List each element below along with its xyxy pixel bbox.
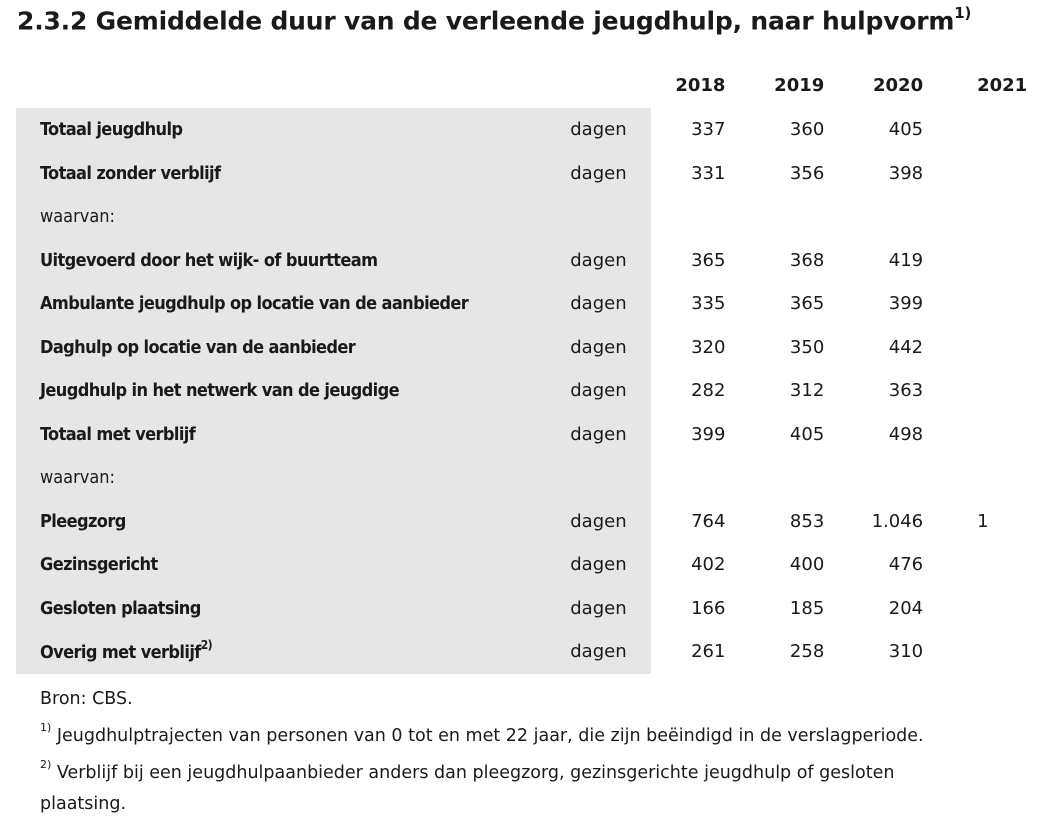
value-cell-2021	[947, 152, 1046, 196]
row-unit: dagen	[541, 326, 650, 370]
row-unit	[541, 456, 650, 500]
table-row	[16, 543, 1046, 587]
value-cell-2018: 282	[691, 380, 726, 402]
row-label-text: Gesloten plaatsing	[40, 597, 201, 619]
row-label-footnote-mark: 2)	[200, 638, 212, 653]
column-header-2018: 2018	[651, 62, 750, 108]
value-cell-2020: 363	[888, 380, 924, 402]
row-label	[16, 543, 541, 587]
value-cell-2020: 442	[888, 336, 924, 358]
row-label	[16, 630, 541, 674]
value-cell-2021	[947, 587, 1046, 631]
table-row	[16, 587, 1046, 631]
row-unit: dagen	[541, 500, 650, 544]
value-cell-2019	[749, 456, 848, 500]
value-cell-2018: 402	[691, 554, 726, 576]
row-label-text: Overig met verblijf	[40, 642, 201, 664]
row-unit: dagen	[541, 587, 650, 631]
value-cell-2021	[947, 543, 1046, 587]
row-label	[16, 456, 541, 500]
row-label	[16, 195, 541, 239]
row-unit: dagen	[541, 282, 650, 326]
value-cell-2018: 166	[691, 597, 726, 619]
column-header-2021: 2021	[947, 62, 1046, 108]
row-label-text: Ambulante jeugdhulp op locatie van de aanbieder	[40, 293, 469, 315]
row-label-text: Pleegzorg	[40, 510, 126, 532]
value-cell-2018: 320	[691, 336, 726, 358]
value-cell-2018: 337	[691, 119, 726, 141]
footnote-1-mark: 1)	[40, 721, 52, 734]
value-cell-2019: 365	[789, 293, 825, 315]
value-cell-2020	[848, 195, 947, 239]
value-cell-2018: 331	[691, 162, 726, 184]
value-cell-2020: 398	[888, 162, 924, 184]
value-cell-2020: 405	[888, 119, 924, 141]
value-cell-2021	[947, 282, 1046, 326]
value-cell-2020	[848, 456, 947, 500]
row-label-text: Jeugdhulp in het netwerk van de jeugdige	[40, 380, 399, 402]
row-label	[16, 152, 541, 196]
row-label-text: Uitgevoerd door het wijk- of buurtteam	[40, 249, 378, 271]
value-cell-2020: 204	[888, 597, 924, 619]
footnote-2-text: Verblijf bij een jeugdhulpaanbieder anders dan pleegzorg, gezinsgerichte jeugdhulp of gesloten plaatsing.	[40, 762, 895, 814]
column-header-2020: 2020	[848, 62, 947, 108]
value-cell-2021	[947, 369, 1046, 413]
row-label-text: Totaal jeugdhulp	[40, 119, 183, 141]
table-row	[16, 326, 1046, 370]
table-row	[16, 239, 1046, 283]
table-row	[16, 195, 1046, 239]
value-cell-2020: 476	[888, 554, 924, 576]
row-label	[16, 239, 541, 283]
row-unit: dagen	[541, 369, 650, 413]
value-cell-2021	[947, 239, 1046, 283]
value-cell-2018: 399	[691, 423, 726, 445]
table-row	[16, 500, 1046, 544]
value-cell-2018	[651, 456, 750, 500]
row-label	[16, 500, 541, 544]
row-unit: dagen	[541, 413, 650, 457]
value-cell-2019: 400	[789, 554, 825, 576]
footnote-2-mark: 2)	[40, 757, 52, 771]
row-label-text: waarvan:	[40, 206, 115, 228]
row-unit: dagen	[541, 108, 650, 152]
value-cell-2019: 405	[789, 423, 825, 445]
value-cell-2019	[749, 195, 848, 239]
footnote-2	[40, 752, 960, 820]
row-label	[16, 108, 541, 152]
source-note: Bron: CBS.	[40, 689, 133, 709]
value-cell-2020: 399	[888, 293, 924, 315]
row-label	[16, 413, 541, 457]
value-cell-2018	[651, 195, 750, 239]
header-unit-cell	[541, 62, 650, 108]
value-cell-2019: 356	[789, 162, 825, 184]
value-cell-2019: 360	[789, 119, 825, 141]
footnote-1	[40, 715, 960, 752]
row-label	[16, 282, 541, 326]
value-cell-2021	[947, 326, 1046, 370]
table-row	[16, 630, 1046, 674]
row-unit: dagen	[541, 543, 650, 587]
value-cell-2020: 310	[888, 641, 924, 663]
value-cell-2021	[947, 108, 1046, 152]
table-row	[16, 282, 1046, 326]
value-cell-2018: 365	[691, 249, 726, 271]
value-cell-2021	[947, 413, 1046, 457]
value-cell-2019: 350	[789, 336, 825, 358]
table-footer	[40, 684, 960, 820]
column-header-2019: 2019	[749, 62, 848, 108]
row-label-text: Daghulp op locatie van de aanbieder	[40, 336, 356, 358]
value-cell-2018: 261	[691, 641, 726, 663]
value-cell-2019: 258	[789, 641, 825, 663]
row-unit: dagen	[541, 152, 650, 196]
row-unit	[541, 195, 650, 239]
page-title	[17, 6, 971, 35]
title-text: 2.3.2 Gemiddelde duur van de verleende jeugdhulp, naar hulpvorm	[17, 6, 955, 36]
value-cell-2020: 1.046	[871, 510, 924, 532]
data-table	[16, 62, 1046, 674]
row-label	[16, 369, 541, 413]
value-cell-2021	[947, 456, 1046, 500]
value-cell-2020: 498	[888, 423, 924, 445]
value-cell-2020: 419	[888, 249, 924, 271]
value-cell-2018: 764	[691, 510, 726, 532]
value-cell-2021	[947, 630, 1046, 674]
row-label	[16, 587, 541, 631]
table-row	[16, 108, 1046, 152]
row-label-text: Totaal met verblijf	[40, 423, 196, 445]
footnote-1-text: Jeugdhulptrajecten van personen van 0 tot en met 22 jaar, die zijn beëindigd in de verslagperiode.	[51, 725, 924, 746]
table-body	[16, 108, 1046, 674]
row-unit: dagen	[541, 239, 650, 283]
value-cell-2019: 368	[789, 249, 825, 271]
table-row	[16, 369, 1046, 413]
table-row	[16, 456, 1046, 500]
row-label-text: Gezinsgericht	[40, 554, 158, 576]
row-label-text: Totaal zonder verblijf	[40, 162, 221, 184]
value-cell-2019: 853	[789, 510, 825, 532]
table-row	[16, 152, 1046, 196]
row-unit: dagen	[541, 630, 650, 674]
table-row	[16, 413, 1046, 457]
data-table-container[interactable]	[16, 62, 1028, 674]
header-label-cell	[16, 62, 541, 108]
value-cell-2021	[947, 195, 1046, 239]
row-label	[16, 326, 541, 370]
value-cell-2021: 1	[977, 510, 989, 532]
value-cell-2019: 312	[789, 380, 825, 402]
title-footnote-mark: 1)	[954, 4, 972, 22]
value-cell-2018: 335	[691, 293, 726, 315]
header-row	[16, 62, 1046, 108]
value-cell-2019: 185	[789, 597, 825, 619]
row-label-text: waarvan:	[40, 467, 115, 489]
